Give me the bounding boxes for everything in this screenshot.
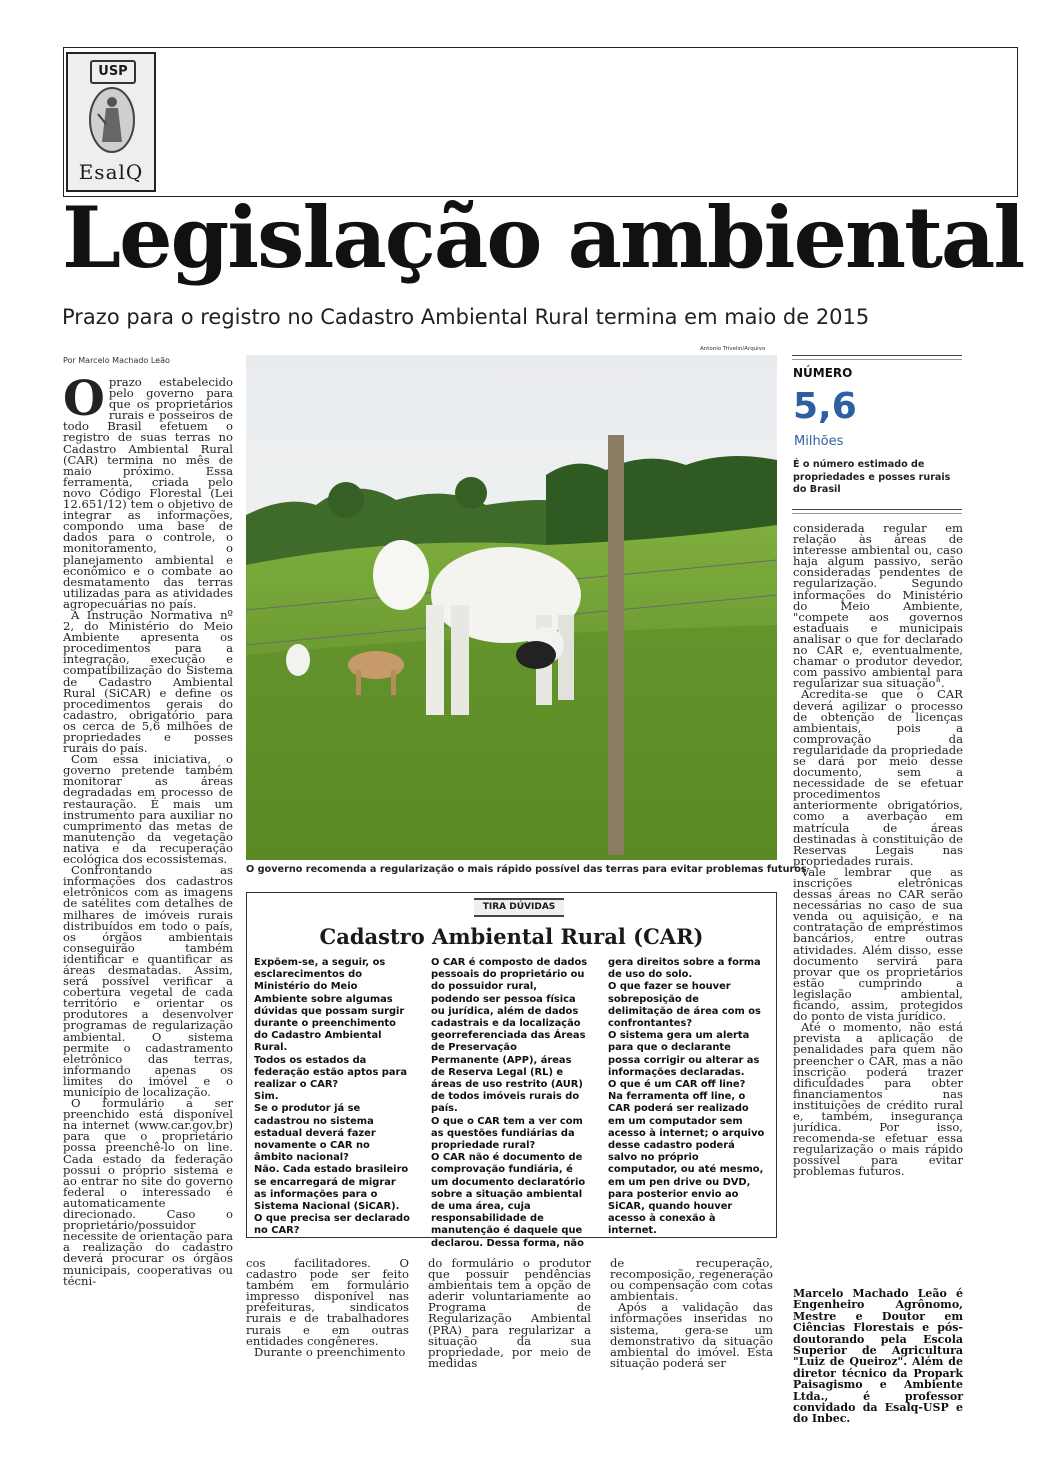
article-paragraph: de recuperação, recomposição, regeneração ou compensação com cotas ambientais. <box>610 1258 773 1304</box>
faq-question: O que precisa ser declarado no CAR? <box>254 1213 410 1237</box>
faq-answer: Na ferramenta off line, o CAR poderá ser realizado em um computador sem acesso à internet; o arquivo desse cadastro poderá salvo no próprio computador, ou até mesmo, em um pen drive ou DVD, para posterior envio ao SiCAR, quando houver acesso à conexão à internet. <box>608 1091 765 1237</box>
article-paragraph: O formulário a ser preenchido está disponível na internet (www.car.gov.br) para que o proprietário possa preenchê-lo on line. Cada estado da federação possui o próprio sistema e ao entrar no site do governo federal o interessado é automaticamente direcionado. Caso o proprietário/possuidor necessite de orientação para a realização do cadastro deverá procurar os órgãos municipais, cooperativas ou técni- <box>63 1096 233 1288</box>
number-value: 5,6 <box>793 386 857 427</box>
faq-answer: Não. Cada estado brasileiro se encarregará de migrar as informações para o Sistema Nacional (SiCAR). <box>254 1164 409 1213</box>
cattle-photo-image <box>246 355 777 860</box>
faq-answer: O CAR não é documento de comprovação fundiária, é um documento declaratório sobre a situação ambiental de uma área, cuja responsabilidade de manutenção é daquele que declarou. Dessa forma, não <box>431 1152 586 1249</box>
logo-usp-text: USP <box>90 60 136 84</box>
article-paragraph: Durante o preenchimento <box>254 1344 406 1359</box>
article-paragraph: A Instrução Normativa nº 2, do Ministério do Meio Ambiente apresenta os procedimentos para a integração, execução e compatibilização do Sistema de Cadastro Ambiental Rural (SiCAR) e define os procedimentos gerais do cadastro, obrigatório para os cerca de 5,6 milhões de propriedades e posses rurais do país. <box>63 607 233 756</box>
number-label: NÚMERO <box>793 366 853 380</box>
usp-esalq-logo <box>66 52 156 192</box>
faq-box-title: Cadastro Ambiental Rural (CAR) <box>319 924 704 949</box>
faq-answer: O CAR é composto de dados pessoais do proprietário ou do possuidor rural, podendo ser pessoa física ou jurídica, além de dados cadastrais e da localização georreferenciada das Áreas de Preservação Permanente (APP), áreas de Reserva Legal (RL) e áreas de uso restrito (AUR) de todos imóveis rurais do país. <box>431 957 588 1115</box>
article-paragraph: Após a validação das informações inseridas no sistema, gera-se um demonstrativo da situação ambiental do imóvel. Esta situação poderá ser <box>610 1300 773 1370</box>
article-paragraph: considerada regular em relação às áreas de interesse ambiental ou, caso haja algum passivo, serão consideradas pendentes de regularização. Segundo informações do Ministério do Meio Ambiente, "compete aos governos estaduais e municipais analisar o que for declarado no CAR e, eventualmente, chamar o produtor devedor, com passivo ambiental para regularizar sua situação". <box>793 523 963 691</box>
faq-box-tag: TIRA DÚVIDAS <box>474 898 564 917</box>
article-paragraph: Até o momento, não está prevista a aplicação de penalidades para quem não preencher o CAR, mas a não inscrição poderá trazer dificuldades para obter financiamentos nas instituições de crédito rural e, também, insegurança jurídica. Por isso, recomenda-se efetuar essa regularização o mais rápido possível para evitar problemas futuros. <box>793 1020 963 1179</box>
faq-question: Expõem-se, a seguir, os esclarecimentos do Ministério do Meio Ambiente sobre algumas dúvidas que possam surgir durante o preenchimento do Cadastro Ambiental Rural. <box>254 957 405 1054</box>
article-paragraph: Oprazo estabelecido pelo governo para que os proprietários rurais e posseiros de todo Brasil efetuem o registro de suas terras no Cadastro Ambiental Rural (CAR) termina no mês de maio próximo. Essa ferramenta, criada pelo novo Código Florestal (Lei 12.651/12) tem o objetivo de integrar as informações, compondo uma base de dados para o controle, o monitoramento, o planejamento ambiental e econômico e o combate ao desmatamento das terras utilizadas para as atividades agropecuárias no país. <box>63 377 233 611</box>
sidebar-rule <box>792 359 962 360</box>
logo-esalq-text: EsalQ <box>78 160 144 184</box>
photo-caption: O governo recomenda a regularização o mais rápido possível das terras para evitar problemas futuros <box>246 864 807 875</box>
faq-answer: Sim. <box>254 1091 279 1103</box>
article-paragraph: Vale lembrar que as inscrições eletrônicas dessas áreas no CAR serão necessárias no caso de sua venda ou aquisição, e na contratação de empréstimos bancários, entre outras atividades. Além disso, esse documento servirá para provar que os proprietários estão cumprindo a legislação ambiental, ficando, assim, protegidos do ponto de vista jurídico. <box>793 864 963 1024</box>
number-unit: Milhões <box>794 434 844 449</box>
article-paragraph: Acredita-se que o CAR deverá agilizar o processo de obtenção de licenças ambientais, pois a comprovação da regularidade da propriedade se dará por meio desse documento, sem a necessidade de se efetuar procedimentos anteriormente obrigatórios, como a averbação em matrícula de áreas destinadas à constituição de Reservas Legais nas propriedades rurais. <box>793 687 963 868</box>
article-column-bottom-1 <box>246 1258 409 1373</box>
faq-answer: O sistema gera um alerta para que o declarante possa corrigir ou alterar as informações declaradas. <box>608 1030 760 1078</box>
article-column-left <box>63 377 233 1367</box>
article-paragraph: Com essa iniciativa, o governo pretende também monitorar as áreas degradadas em processo de restauração. É mais um instrumento para auxiliar no cumprimento das metas de manutenção da vegetação nativa e da recuperação ecológica dos ecossistemas. <box>63 752 233 867</box>
article-column-bottom-2 <box>428 1258 591 1373</box>
article-paragraph: Confrontando as informações dos cadastros eletrônicos com as imagens de satélites com detalhes de milhares de imóveis rurais distribuídos em todo o país, os órgãos ambientais conseguirão também identificar e quantificar as áreas desmatadas. Assim, será possível verificar a cobertura vegetal de cada território e orientar os produtores a desenvolver programas de regularização ambiental. O sistema permite o cadastramento eletrônico das terras, informando apenas os limites do imóvel e o município de localização. <box>63 863 233 1099</box>
logo-figure-icon <box>86 84 138 156</box>
article-paragraph: cos facilitadores. O cadastro pode ser feito também em formulário impresso disponível nas prefeituras, sindicatos rurais e de trabalhadores rurais e em outras entidades congêneres. <box>246 1258 409 1348</box>
sidebar-rule <box>792 355 962 356</box>
faq-question: O que é um CAR off line? <box>608 1079 746 1091</box>
headline: Legislação ambiental <box>62 188 1024 287</box>
article-column-right <box>793 523 963 1283</box>
article-paragraph: do formulário o produtor que possuir pendências ambientais tem a opção de aderir voluntariamente ao Programa de Regularização Ambiental (PRA) para regularizar a situação da sua propriedade, por meio de medidas <box>428 1258 591 1370</box>
faq-question: Todos os estados da federação estão aptos para realizar o CAR? <box>254 1054 408 1091</box>
faq-question: O que fazer se houver sobreposição de delimitação de área com os confrontantes? <box>608 981 761 1030</box>
header-frame <box>63 47 1018 197</box>
photo-credit: Antonio Trivelin/Arquivo <box>700 346 766 352</box>
byline: Por Marcelo Machado Leão <box>63 356 170 365</box>
subheadline: Prazo para o registro no Cadastro Ambiental Rural termina em maio de 2015 <box>62 305 870 329</box>
faq-column <box>254 957 411 1238</box>
sidebar-rule <box>792 509 962 510</box>
number-description: É o número estimado de propriedades e posses rurais do Brasil <box>793 459 951 495</box>
cattle-photo <box>246 355 777 860</box>
dropcap: O <box>63 377 105 427</box>
faq-column <box>608 957 765 1238</box>
faq-question: O que o CAR tem a ver com as questões fundiárias da propriedade rural? <box>431 1115 583 1152</box>
faq-question: Se o produtor já se cadastrou no sistema estadual deverá fazer novamente o CAR no âmbito nacional? <box>254 1103 376 1164</box>
author-bio: Marcelo Machado Leão é Engenheiro Agrônomo, Mestre e Doutor em Ciências Florestais e pós-doutorando pela Escola Superior de Agricultura "Luiz de Queiroz". Além de diretor técnico da Propark Paisagismo e Ambiente Ltda., é professor convidado da Esalq-USP e do Inbec. <box>793 1287 963 1426</box>
article-column-bottom-3 <box>610 1258 773 1373</box>
faq-answer: gera direitos sobre a forma de uso do solo. <box>608 957 761 981</box>
sidebar-rule <box>792 513 962 514</box>
faq-column <box>431 957 588 1250</box>
